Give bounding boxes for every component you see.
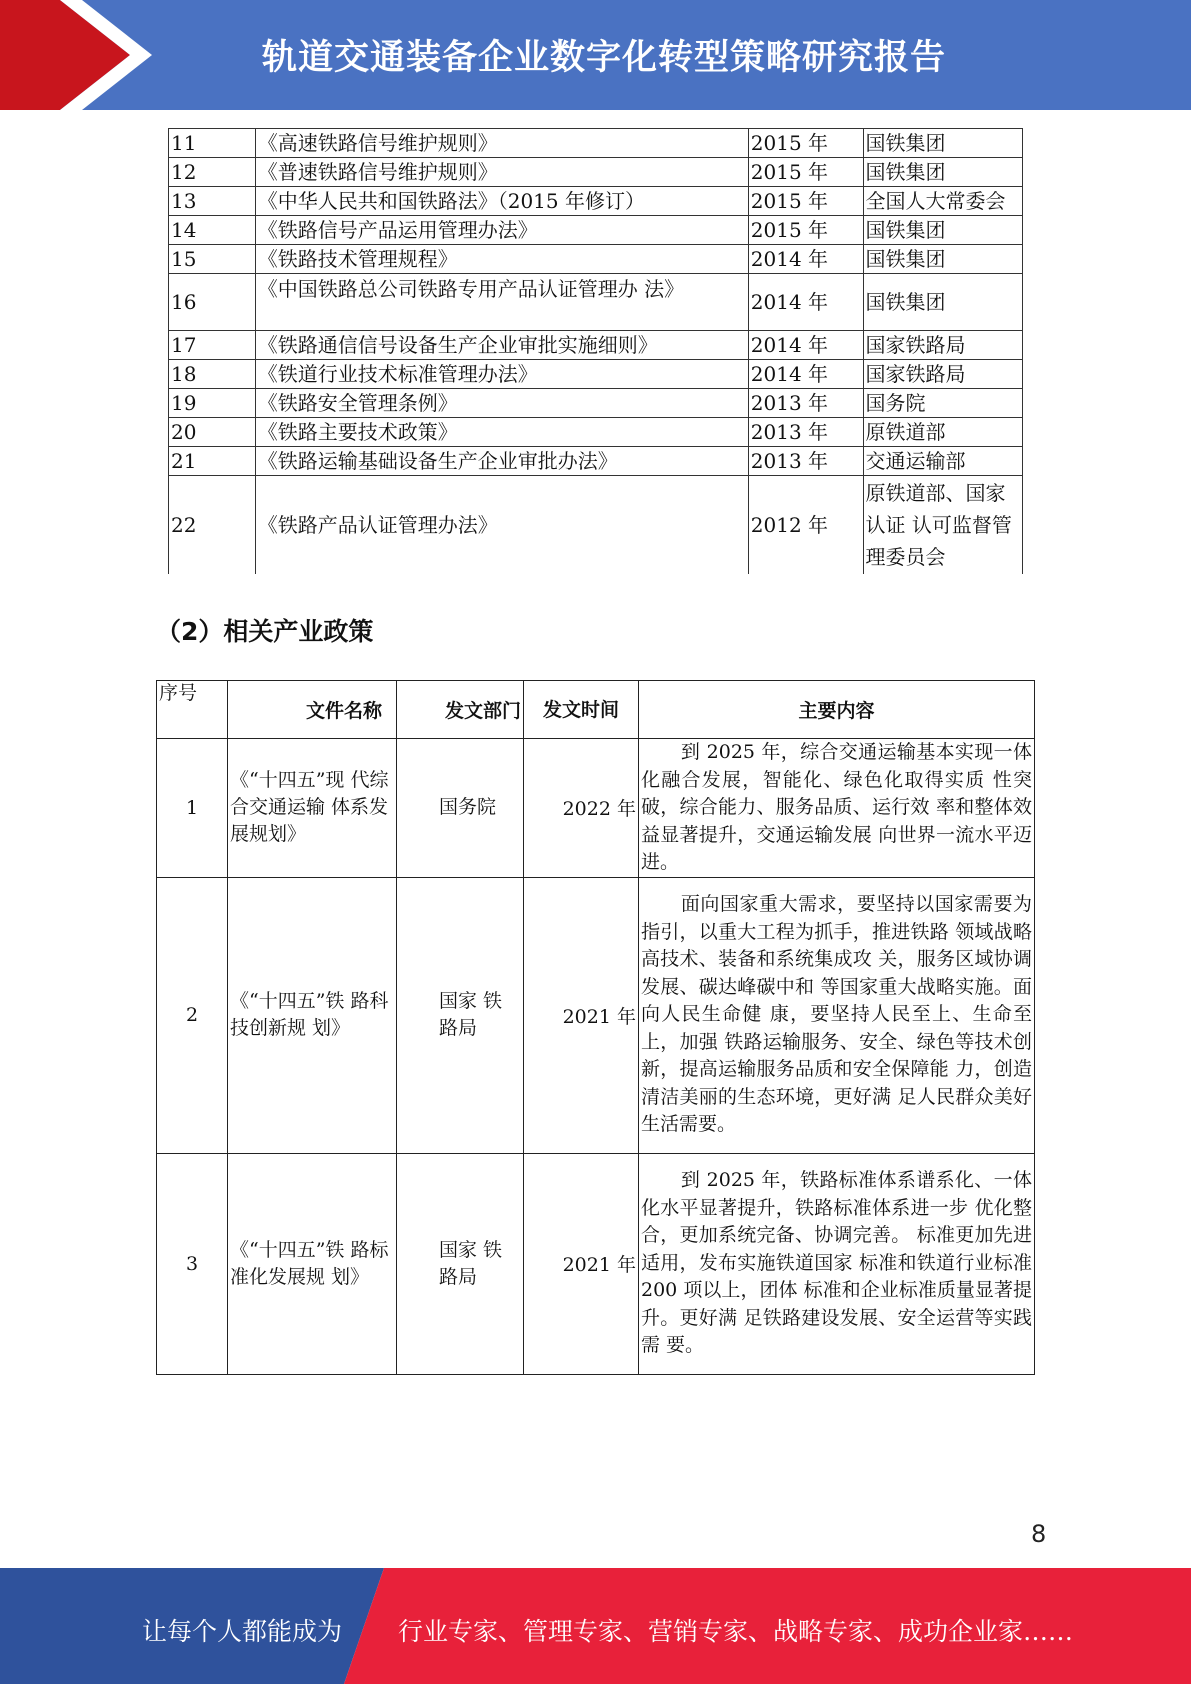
table-row [157,1153,1035,1374]
row-no: 22 [169,476,256,575]
row-year: 2014 年 [748,274,863,331]
row-name: 《中华人民共和国铁路法》（2015 年修订） [255,187,748,216]
table-row [169,389,1023,418]
row-year: 2012 年 [748,476,863,575]
row-no: 1 [157,739,228,878]
row-name: 《铁路主要技术政策》 [255,418,748,447]
row-name: 《铁路技术管理规程》 [255,245,748,274]
row-no: 12 [169,158,256,187]
header-time: 发文时间 [524,681,639,739]
row-year: 2015 年 [748,158,863,187]
row-no: 15 [169,245,256,274]
table-row [169,274,1023,331]
policy-table [156,680,1035,1375]
row-content: 到 2025 年，铁路标准体系谱系化、一体化水平显著提升，铁路标准体系进一步 优化整合，更加系统完备、协调完善。 标准更加先进适用，发布实施铁道国家 标准和铁道行业标准 200 项以上，团体 标准和企业标准质量显著提升。更好满 足铁路建设发展、安全运营等实践需 要。 [639,1153,1035,1374]
row-no: 3 [157,1153,228,1374]
row-year: 2015 年 [748,129,863,158]
table-row [169,360,1023,389]
row-time: 2022 年 [524,739,639,878]
row-name: 《铁道行业技术标准管理办法》 [255,360,748,389]
table-row [157,877,1035,1153]
table-row [169,245,1023,274]
row-year: 2014 年 [748,331,863,360]
table-row [169,129,1023,158]
row-name: 《“十四五”现 代综合交通运输 体系发展规划》 [228,739,397,878]
row-no: 17 [169,331,256,360]
row-name: 《铁路运输基础设备生产企业审批办法》 [255,447,748,476]
footer-slogan-right: 行业专家、管理专家、营销专家、战略专家、成功企业家…… [398,1617,1074,1646]
table-row [169,216,1023,245]
row-name: 《“十四五”铁 路科技创新规 划》 [228,877,397,1153]
section-heading: （2）相关产业政策 [156,617,374,646]
row-no: 20 [169,418,256,447]
row-issuer: 国铁集团 [863,274,1023,331]
row-issuer: 国铁集团 [863,216,1023,245]
policy-header-row [157,681,1035,739]
table-row [169,418,1023,447]
row-issuer: 国务院 [863,389,1023,418]
row-issuer: 国家铁路局 [863,360,1023,389]
table-row [157,739,1035,878]
row-no: 11 [169,129,256,158]
row-issuer: 全国人大常委会 [863,187,1023,216]
footer-slogan-left: 让每个人都能成为 [142,1617,343,1646]
row-no: 13 [169,187,256,216]
table-row [169,187,1023,216]
header-band [0,0,1191,110]
table-row [169,331,1023,360]
regulations-table [168,128,1023,574]
row-issuer: 交通运输部 [863,447,1023,476]
table-row [169,476,1023,575]
row-name: 《铁路信号产品运用管理办法》 [255,216,748,245]
row-issuer: 国铁集团 [863,245,1023,274]
row-no: 21 [169,447,256,476]
row-issuer: 原铁道部、国家认证 认可监督管理委员会 [863,476,1023,575]
row-name: 《高速铁路信号维护规则》 [255,129,748,158]
header-name: 文件名称 [228,681,397,739]
row-issuer: 原铁道部 [863,418,1023,447]
row-name: 《“十四五”铁 路标准化发展规 划》 [228,1153,397,1374]
row-name: 《铁路安全管理条例》 [255,389,748,418]
row-year: 2013 年 [748,389,863,418]
table-row [169,447,1023,476]
row-year: 2014 年 [748,360,863,389]
row-year: 2013 年 [748,447,863,476]
row-name: 《铁路通信信号设备生产企业审批实施细则》 [255,331,748,360]
row-no: 18 [169,360,256,389]
row-issuer: 国家铁路局 [863,331,1023,360]
row-dept: 国家 铁路局 [397,1153,524,1374]
row-no: 19 [169,389,256,418]
row-dept: 国家 铁路局 [397,877,524,1153]
row-time: 2021 年 [524,877,639,1153]
row-no: 16 [169,274,256,331]
row-name: 《普速铁路信号维护规则》 [255,158,748,187]
report-title: 轨道交通装备企业数字化转型策略研究报告 [262,38,947,78]
row-issuer: 国铁集团 [863,158,1023,187]
row-issuer: 国铁集团 [863,129,1023,158]
row-year: 2015 年 [748,216,863,245]
row-no: 2 [157,877,228,1153]
header-no: 序号 [157,681,228,739]
row-no: 14 [169,216,256,245]
row-name: 《铁路产品认证管理办法》 [255,476,748,575]
row-year: 2015 年 [748,187,863,216]
row-content: 到 2025 年，综合交通运输基本实现一体化融合发展，智能化、绿色化取得实质 性突破，综合能力、服务品质、运行效 率和整体效益显著提升，交通运输发展 向世界一流水平迈进。 [639,739,1035,878]
row-year: 2013 年 [748,418,863,447]
row-name: 《中国铁路总公司铁路专用产品认证管理办 法》 [255,274,748,331]
header-dept: 发文部门 [397,681,524,739]
row-content: 面向国家重大需求，要坚持以国家需要为指引，以重大工程为抓手，推进铁路 领域战略高技术、装备和系统集成攻 关，服务区域协调发展、碳达峰碳中和 等国家重大战略实施。面向人民生命健 康，要坚持人民至上、生命至上，加强 铁路运输服务、安全、绿色等技术创 新，提高运输服务品质和安全保障能 力，创造清洁美丽的生态环境，更好满 足人民群众美好生活需要。 [639,877,1035,1153]
row-time: 2021 年 [524,1153,639,1374]
row-year: 2014 年 [748,245,863,274]
row-dept: 国务院 [397,739,524,878]
header-content: 主要内容 [639,681,1035,739]
page-number: 8 [1031,1520,1047,1548]
table-row [169,158,1023,187]
